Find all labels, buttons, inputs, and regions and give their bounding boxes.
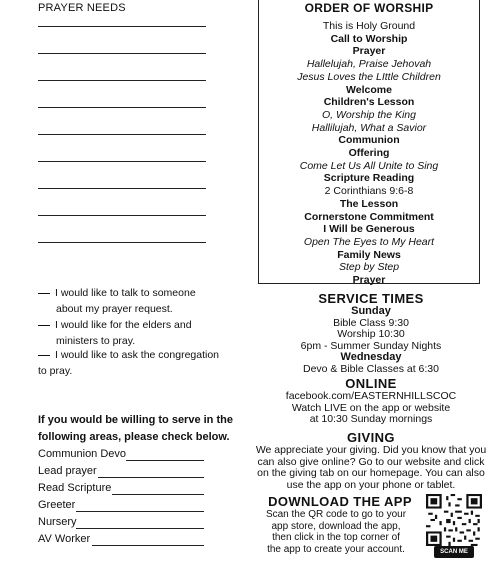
prayer-line-2[interactable] (38, 53, 206, 54)
prayer-line-5[interactable] (38, 134, 206, 135)
right-column (250, 0, 500, 570)
worship-item: Call to Worship (330, 32, 408, 45)
serve-heading: If you would be willing to serve in the following areas, please check below. (38, 414, 233, 443)
worship-item: Family News (337, 248, 401, 261)
serve-item-nursery[interactable]: Nursery (38, 516, 238, 532)
prayer-request-option-1[interactable]: I would like to talk to someone about my prayer request. (38, 285, 238, 317)
worship-item: Open The Eyes to My Heart (303, 235, 435, 248)
giving-line: can also give online? Go to our website and click (257, 455, 485, 468)
qr-caption: SCAN ME (434, 546, 474, 558)
service-line: Bible Class 9:30 (333, 316, 409, 329)
prayer-line-4[interactable] (38, 107, 206, 108)
giving-line: We appreciate your giving. Did you know that you (255, 444, 487, 456)
online-line: Watch LIVE on the app or website (291, 401, 451, 414)
serve-item-lead-prayer[interactable]: Lead prayer (38, 465, 238, 481)
worship-item: Prayer (352, 274, 386, 287)
worship-item: Come Let Us All Unite to Sing (299, 159, 439, 172)
order-of-worship-title: ORDER OF WORSHIP (304, 1, 434, 15)
online-facebook-link[interactable]: facebook.com/EASTERNHILLSCOC (285, 390, 457, 402)
prayer-line-8[interactable] (38, 215, 206, 216)
download-app-title: DOWNLOAD THE APP (268, 494, 412, 509)
qr-code-block[interactable] (426, 494, 482, 558)
worship-item: Cornerstone Commitment (304, 210, 434, 223)
worship-item: Scripture Reading (323, 172, 415, 185)
worship-item: Children's Lesson (323, 96, 415, 109)
prayer-line-6[interactable] (38, 161, 206, 162)
prayer-line-3[interactable] (38, 80, 206, 81)
serve-checkline[interactable] (76, 528, 204, 529)
worship-item: I Will be Generous (323, 223, 415, 236)
online-title: ONLINE (345, 376, 397, 391)
worship-item: The Lesson (339, 197, 399, 210)
prayer-needs-title: PRAYER NEEDS (38, 2, 126, 14)
qr-code-icon[interactable] (426, 494, 482, 546)
online-line: at 10:30 Sunday mornings (309, 413, 433, 425)
worship-item: This is Holy Ground (322, 20, 416, 32)
service-line: Devo & Bible Classes at 6:30 (303, 362, 439, 375)
prayer-line-1[interactable] (38, 26, 206, 27)
worship-item: Jesus Loves the LIttle Children (297, 70, 441, 83)
worship-item: Hallilujah, What a Savior (311, 121, 427, 134)
sunday-label: Sunday (351, 305, 391, 317)
checkbox-line[interactable] (38, 325, 50, 326)
serve-checkline[interactable] (98, 477, 204, 478)
serve-item-greeter[interactable]: Greeter (38, 499, 238, 515)
service-times-title: SERVICE TIMES (318, 291, 424, 306)
worship-item: Offering (348, 147, 390, 160)
wednesday-label: Wednesday (340, 351, 402, 363)
order-of-worship-box (258, 0, 480, 287)
checkbox-line[interactable] (38, 355, 50, 356)
worship-item: Step by Step (338, 261, 400, 274)
prayer-line-7[interactable] (38, 188, 206, 189)
giving-line: on the giving tab on our homepage. You can also (257, 467, 485, 479)
prayer-request-option-2[interactable]: I would like for the elders and ministers to pray. (38, 317, 238, 349)
worship-item: Communion (338, 134, 400, 147)
checkbox-line[interactable] (38, 293, 50, 294)
service-line: 6pm - Summer Sunday Nights (300, 339, 442, 352)
serve-item-read-scripture[interactable]: Read Scripture (38, 482, 238, 498)
giving-section (250, 430, 492, 491)
serve-item-communion-devo[interactable]: Communion Devo (38, 448, 238, 464)
service-times-section (250, 291, 492, 375)
worship-item: 2 Corinthians 9:6-8 (324, 185, 414, 198)
giving-title: GIVING (347, 430, 395, 445)
worship-item: Welcome (346, 83, 392, 96)
worship-item: Prayer (352, 45, 386, 58)
serve-checkline[interactable] (112, 494, 204, 495)
prayer-line-9[interactable] (38, 242, 206, 243)
prayer-request-option-3[interactable]: I would like to ask the congregation to pray. (38, 349, 220, 377)
serve-checkline[interactable] (126, 460, 204, 461)
worship-item: Hallelujah, Praise Jehovah (306, 58, 432, 71)
left-column (0, 0, 240, 570)
download-app-text: Scan the QR code to go to your app store, download the app, then click in the top corner of the app to create your account. (265, 509, 407, 555)
online-section (250, 376, 492, 426)
serve-item-av-worker[interactable]: AV Worker (38, 533, 238, 549)
serve-checkline[interactable] (92, 545, 204, 546)
giving-line: use the app on your phone or tablet. (286, 478, 456, 491)
serve-checkline[interactable] (76, 511, 204, 512)
service-line: Worship 10:30 (337, 328, 405, 340)
worship-item: O, Worship the King (322, 108, 416, 121)
